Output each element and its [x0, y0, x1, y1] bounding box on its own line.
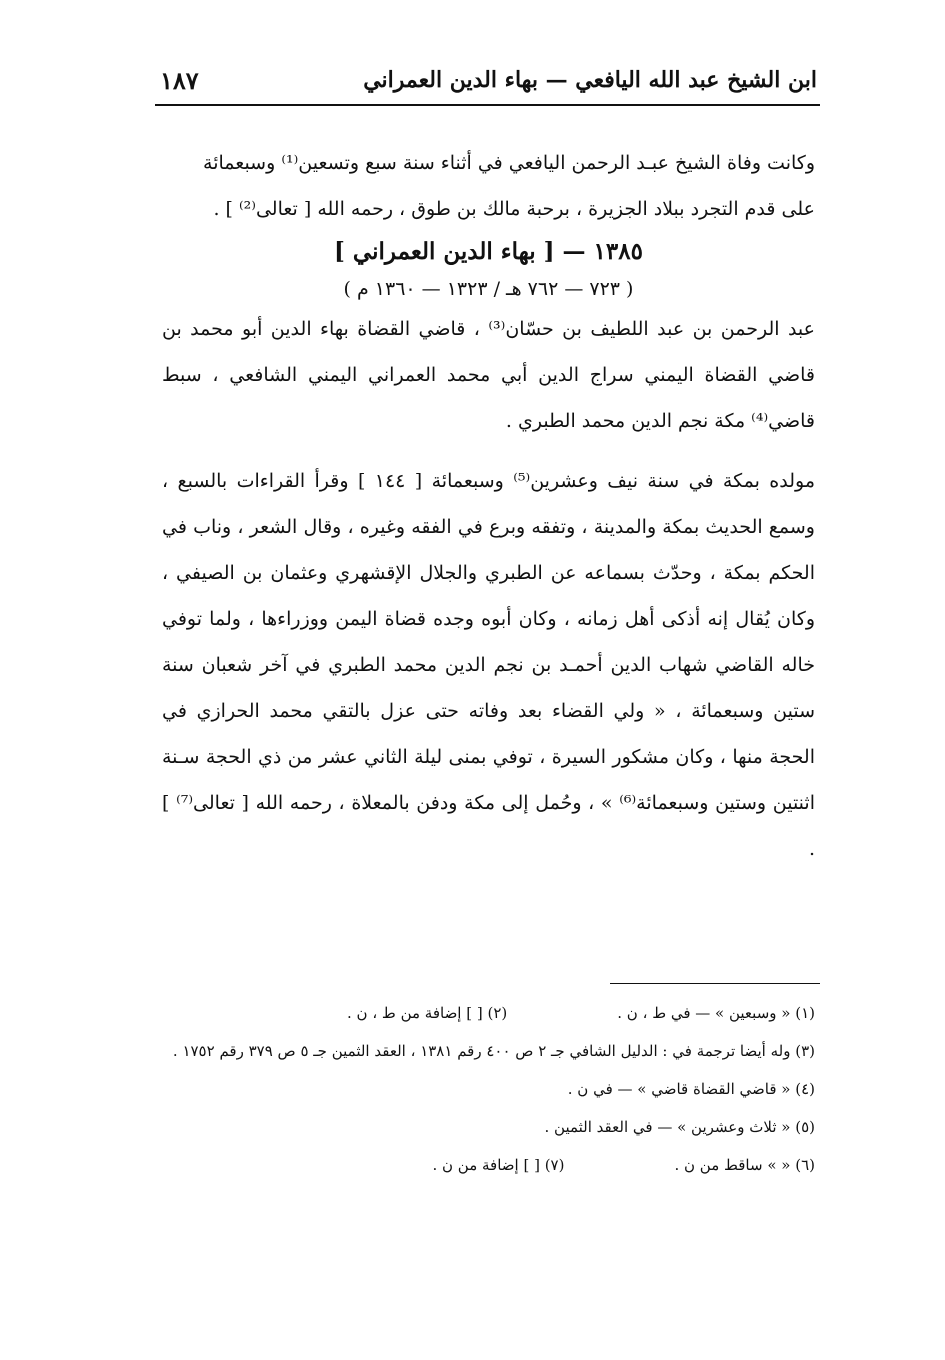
biography-paragraph: مولده بمكة في سنة نيف وعشرين⁽⁵⁾ وسبعمائة [ ١٤٤ ] وقرأ القراءات بالسبع ، وسمع الحديث بمكة والمدينة ، وتفقه وبرع في الفقه وغيره ، وقال الشعر ، وناب في الحكم بمكة ، وحدّث بسماعه عن الطبري والجلال الإقشهري وعثمان بن الصيفي ، وكان يُقال إنه أذكى أهل زمانه ، وكان أبوه وجده قضاة اليمن ووزراءها ، ولما توفي خاله القاضي شهاب الدين أحمـد بن نجم الدين محمد الطبري في آخر شعبان سنة ستين وسبعمائة ، « ولي القضاء بعد وفاته حتى عزل بالتقي محمد الحرازي في الحجة منها ، وكان مشكور السيرة ، توفي بمنى ليلة الثاني عشر من ذي الحجة سـنة اثنتين وستين وسبعمائة⁽⁶⁾ » ، وحُمل إلى مكة ودفن بالمعلاة ، رحمه الله [ تعالى⁽⁷⁾ ] . [162, 470, 815, 860]
footnotes [165, 998, 815, 1188]
footnote-rule [610, 983, 820, 984]
entry-title: ١٣٨٥ — [ بهاء الدين العمراني ] [334, 238, 643, 265]
page-header [160, 60, 817, 100]
footnote: (١) « وسبعين » — في ط ، ن . [617, 1004, 815, 1022]
footnote: (٣) وله أيضا ترجمة في : الدليل الشافي جـ ٢ ص ٤٠٠ رقم ١٣٨١ ، العقد الثمين جـ ٥ ص ٣٧٩ رقم ١٧٥٢ . [172, 1042, 815, 1060]
paragraph-line: على قدم التجرد ببلاد الجزيرة ، برحبة مالك بن طوق ، رحمه الله [ تعالى⁽²⁾ ] . [213, 198, 815, 220]
footnote: (٢) [ ] إضافة من ط ، ن . [347, 1004, 508, 1022]
running-title: ابن الشيخ عبد الله اليافعي — بهاء الدين العمراني [363, 67, 817, 93]
footnote: (٧) [ ] إضافة من ن . [432, 1156, 565, 1174]
paragraph-line: وكانت وفاة الشيخ عبـد الرحمن اليافعي في أثناء سنة سبع وتسعين⁽¹⁾ وسبعمائة [203, 152, 815, 174]
main-text [162, 140, 815, 872]
entry-dates: ( ٧٢٣ — ٧٦٢ هـ / ١٣٢٣ — ١٣٦٠ م ) [343, 278, 634, 300]
footnote: (٥) « ثلاث وعشرين » — في العقد الثمين . [544, 1118, 815, 1136]
footnote: (٦) « » ساقط من ن . [674, 1156, 815, 1174]
biography-paragraph: عبد الرحمن بن عبد اللطيف بن حسّان⁽³⁾ ، قاضي القضاة بهاء الدين أبو محمد بن قاضي القضاة اليمني سراج الدين أبي محمد العمراني اليمني الشافعي ، سبط قاضي⁽⁴⁾ مكة نجم الدين محمد الطبري . [162, 318, 815, 432]
header-rule [155, 104, 820, 106]
footnote: (٤) « قاضي القضاة قاضي » — في ن . [567, 1080, 815, 1098]
page-number: ١٨٧ [160, 65, 199, 95]
